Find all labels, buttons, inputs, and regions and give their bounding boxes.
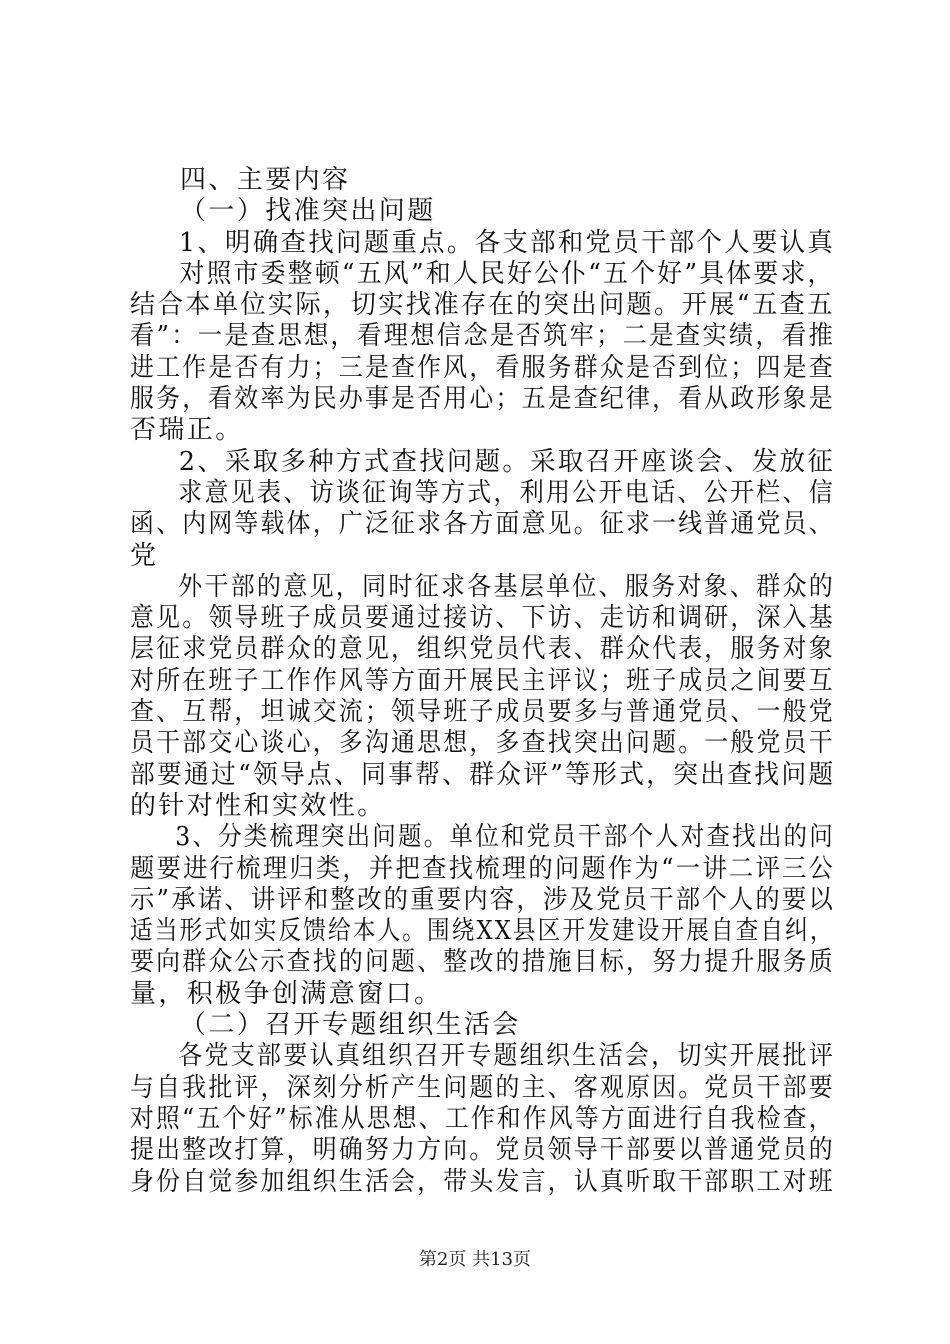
paragraph-line: 题要进行梳理归类，并把查找梳理的问题作为“一讲二评三公 (130, 853, 836, 884)
subsection-heading: （二）召开专题组织生活会 (180, 1010, 521, 1041)
paragraph-line: 服务，看效率为民办事是否用心；五是查纪律，看从政形象是 (130, 384, 835, 415)
paragraph-line: 员干部交心谈心，多沟通思想，多查找突出问题。一般党员干 (130, 728, 835, 759)
paragraph-line: 外干部的意见，同时征求各基层单位、服务对象、群众的 (178, 571, 836, 602)
paragraph-line: 对照市委整顿“五风”和人民好公仆“五个好”具体要求， (179, 258, 835, 289)
paragraph-line: 量，积极争创满意窗口。 (130, 978, 443, 1009)
paragraph-line: 示”承诺、讲评和整改的重要内容，涉及党员干部个人的要以 (130, 884, 836, 915)
paragraph-line: 查、互帮，坦诚交流；领导班子成员要多与普通党员、一般党 (130, 697, 835, 728)
paragraph-line: 提出整改打算，明确努力方向。党员领导干部要以普通党员的 (130, 1135, 835, 1166)
paragraph-line: 3、分类梳理突出问题。单位和党员干部个人对查找出的问 (175, 822, 835, 853)
paragraph-line: 的针对性和实效性。 (130, 790, 386, 821)
subsection-heading: （一）找准突出问题 (180, 196, 436, 227)
paragraph-line: 函、内网等载体，广泛征求各方面意见。征求一线普通党员、 (130, 509, 835, 540)
paragraph-line: 1、明确查找问题重点。各支部和党员干部个人要认真 (178, 227, 836, 258)
section-heading: 四、主要内容 (180, 165, 351, 195)
paragraph-line: 否瑞正。 (130, 415, 244, 446)
paragraph-line: 求意见表、访谈征询等方式，利用公开电话、公开栏、信 (178, 477, 836, 508)
paragraph-line: 各党支部要认真组织召开专题组织生活会，切实开展批评 (178, 1041, 836, 1072)
paragraph-line: 对所在班子工作作风等方面开展民主评议；班子成员之间要互 (130, 665, 835, 696)
paragraph-line: 对照“五个好”标准从思想、工作和作风等方面进行自我检查， (130, 1103, 835, 1134)
paragraph-line: 部要通过“领导点、同事帮、群众评”等形式，突出查找问题 (130, 759, 836, 790)
paragraph-line: 意见。领导班子成员要通过接访、下访、走访和调研，深入基 (130, 603, 835, 634)
paragraph-line: 党 (130, 540, 159, 571)
paragraph-line: 身份自觉参加组织生活会，带头发言，认真听取干部职工对班 (130, 1166, 835, 1197)
page-footer: 第2页 共13页 (418, 1249, 532, 1270)
document-body (130, 165, 835, 1198)
paragraph-line: 2、采取多种方式查找问题。采取召开座谈会、发放征 (178, 446, 836, 477)
paragraph-line: 进工作是否有力；三是查作风，看服务群众是否到位；四是查 (130, 352, 835, 383)
paragraph-line: 层征求党员群众的意见，组织党员代表、群众代表，服务对象 (130, 634, 835, 665)
paragraph-line: 适当形式如实反馈给本人。围绕XX县区开发建设开展自查自纠， (130, 916, 835, 947)
paragraph-line: 要向群众公示查找的问题、整改的措施目标，努力提升服务质 (130, 947, 835, 978)
paragraph-line: 看”：一是查思想，看理想信念是否筑牢；二是查实绩，看推 (130, 321, 836, 352)
paragraph-line: 与自我批评，深刻分析产生问题的主、客观原因。党员干部要 (130, 1072, 835, 1103)
paragraph-line: 结合本单位实际，切实找准存在的突出问题。开展“五查五 (130, 290, 835, 321)
